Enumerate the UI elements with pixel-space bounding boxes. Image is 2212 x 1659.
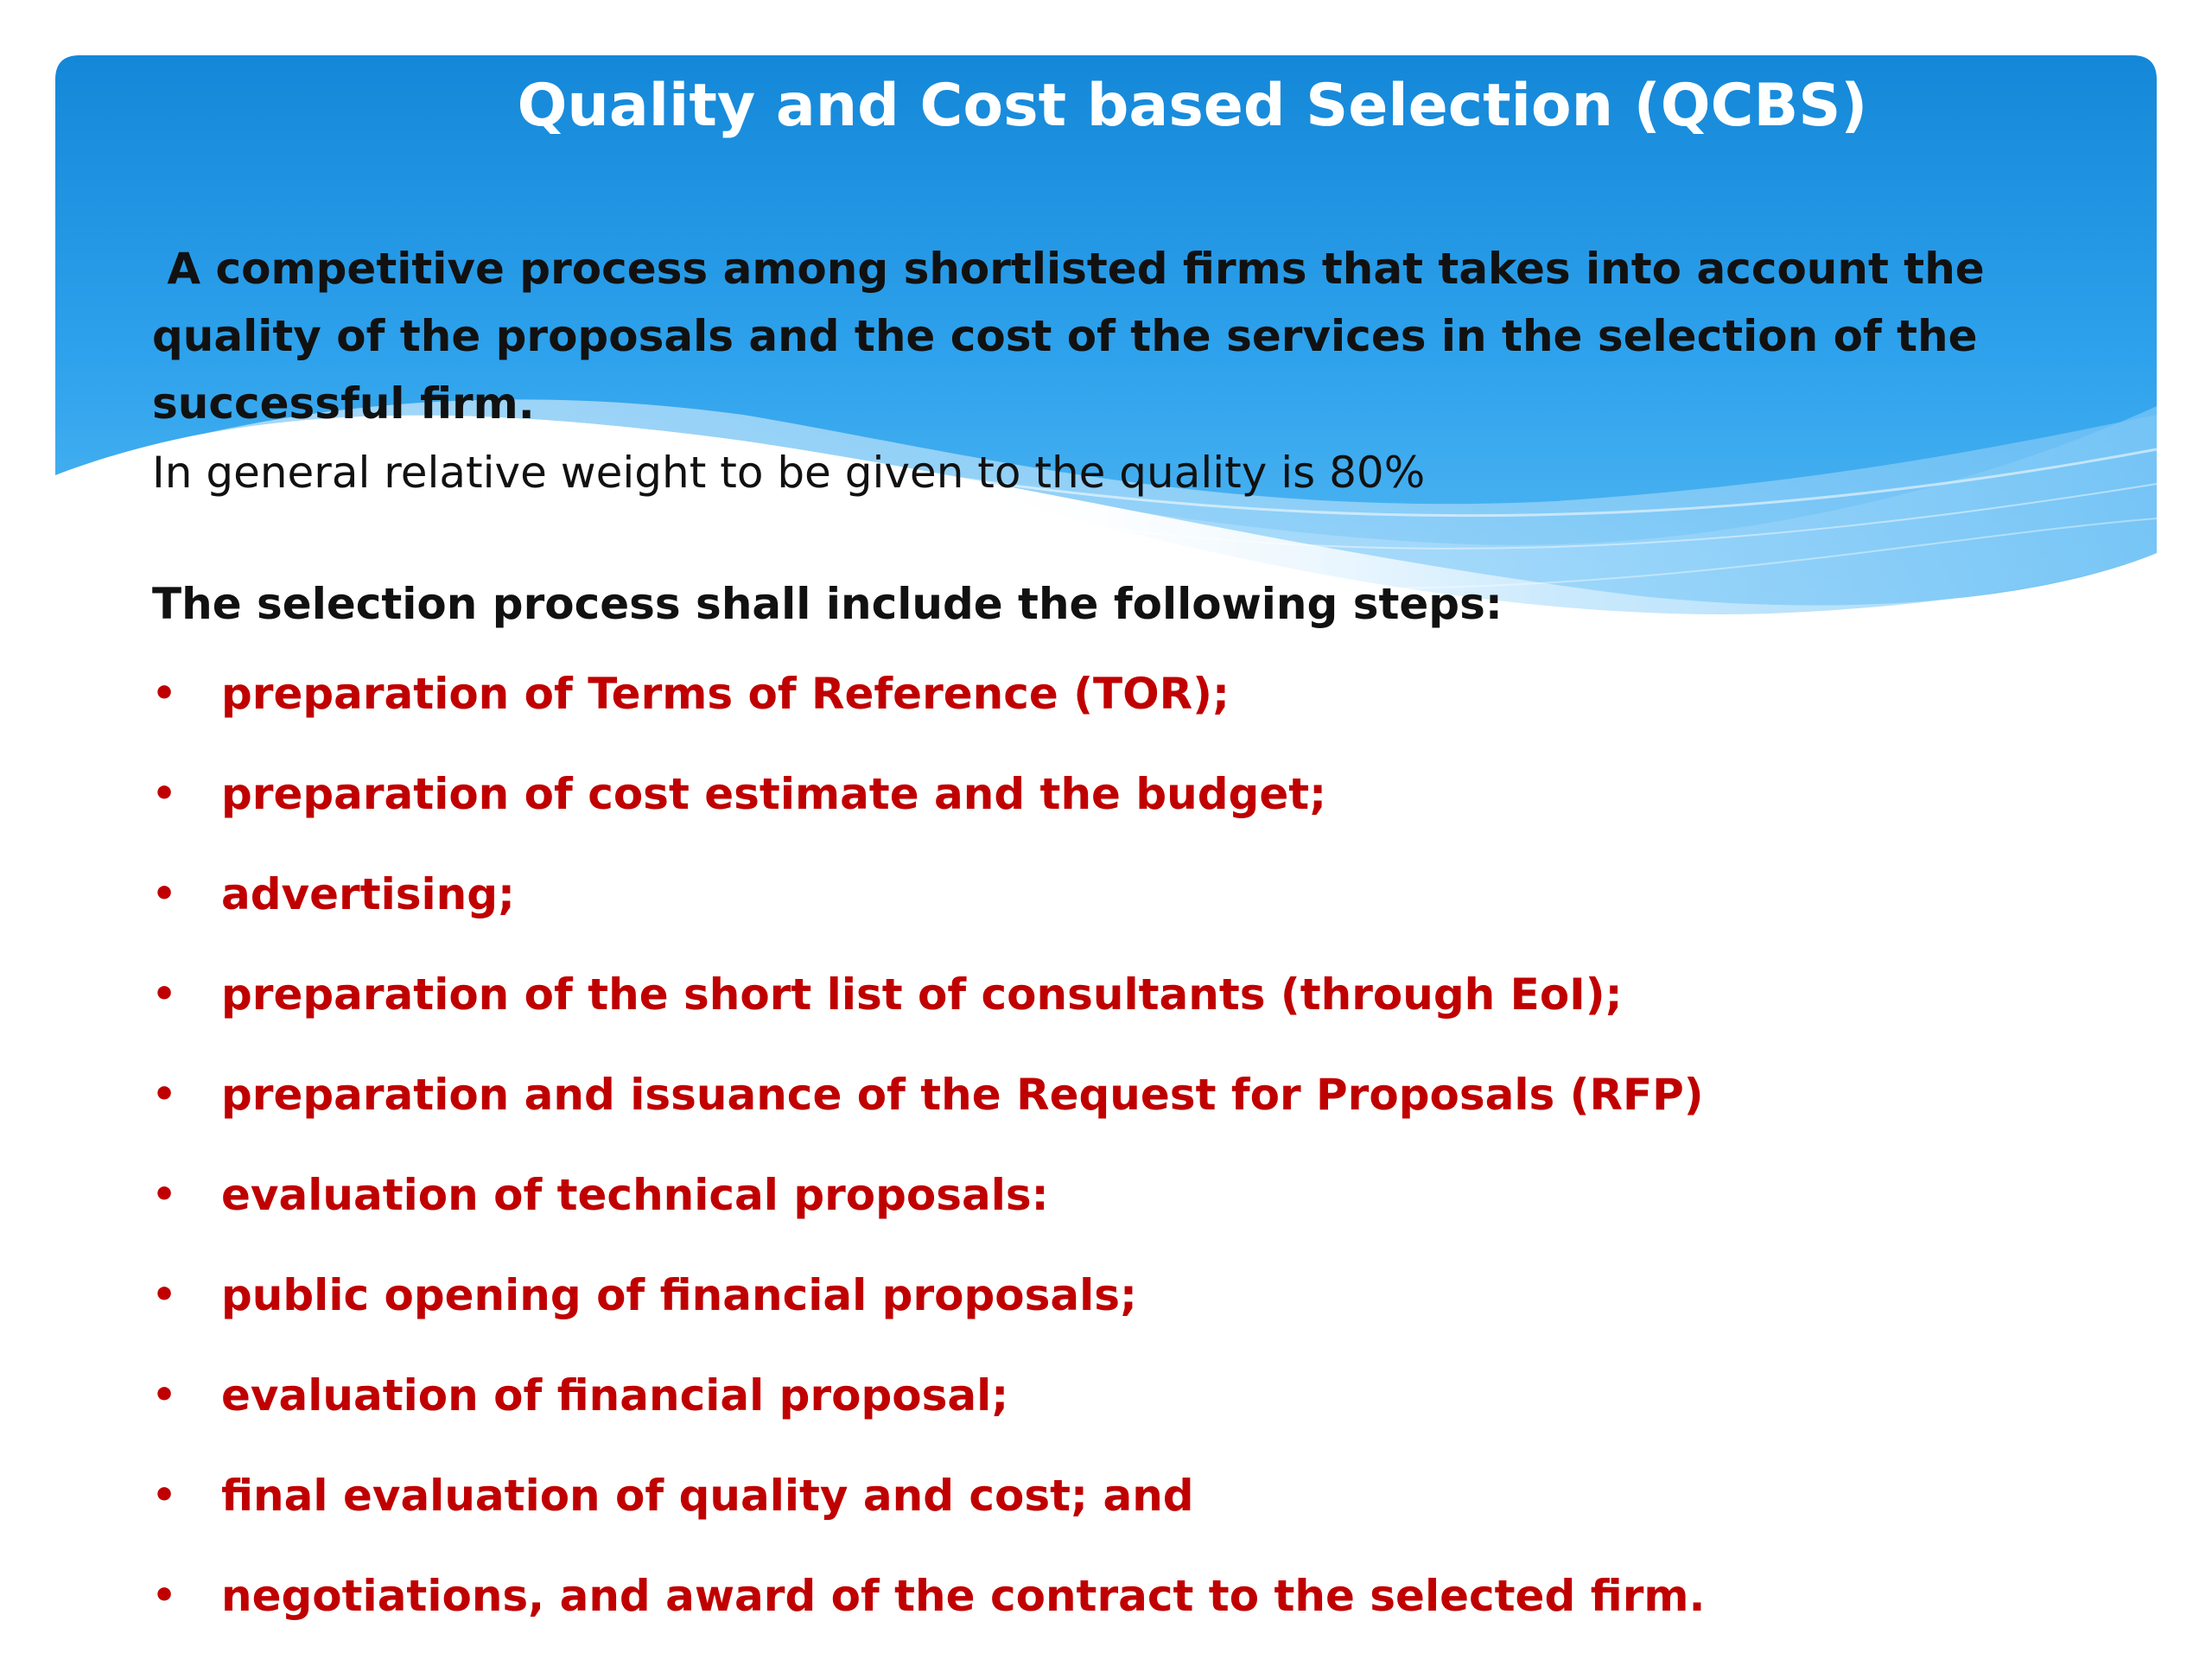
bullet-icon: • [152,1473,177,1517]
steps-list [152,660,2053,1659]
list-item [152,1161,2053,1262]
list-item [152,861,2053,961]
slide-title: Quality and Cost based Selection (QCBS) [517,72,1868,140]
step-text: negotiations, and award of the contract to the selected firm. [221,1571,1706,1621]
step-text: preparation and issuance of the Request for Proposals (RFP) [221,1070,1704,1120]
bullet-icon: • [152,1573,177,1618]
bullet-icon: • [152,1173,177,1217]
list-item [152,1061,2053,1161]
steps-heading: The selection process shall include the following steps: [152,579,1503,629]
step-text: preparation of Terms of Reference (TOR); [221,669,1230,719]
list-item [152,660,2053,760]
step-text: advertising; [221,869,516,919]
list-item [152,1462,2053,1562]
bullet-icon: • [152,1373,177,1417]
list-item [152,1562,2053,1659]
list-item [152,1362,2053,1462]
bullet-icon: • [152,772,177,816]
list-item [152,961,2053,1061]
step-text: final evaluation of quality and cost; and [221,1471,1194,1521]
intro-text: A competitive process among shortlisted firms that takes into account the quality of the proposals and the cost of the services in the selection of the successful firm. [152,244,1985,429]
step-text: public opening of financial proposals; [221,1270,1137,1320]
list-item [152,1262,2053,1362]
bullet-icon: • [152,671,177,715]
bullet-icon: • [152,1273,177,1317]
list-item [152,760,2053,861]
bullet-icon: • [152,972,177,1016]
step-text: evaluation of technical proposals: [221,1170,1049,1220]
bullet-icon: • [152,1072,177,1116]
step-text: preparation of cost estimate and the budget; [221,769,1327,819]
quality-weight-note: In general relative weight to be given to the quality is 80% [152,448,1426,498]
step-text: preparation of the short list of consultants (through EoI); [221,969,1623,1020]
bullet-icon: • [152,872,177,916]
step-text: evaluation of financial proposal; [221,1370,1009,1421]
intro-paragraph [152,235,2018,437]
